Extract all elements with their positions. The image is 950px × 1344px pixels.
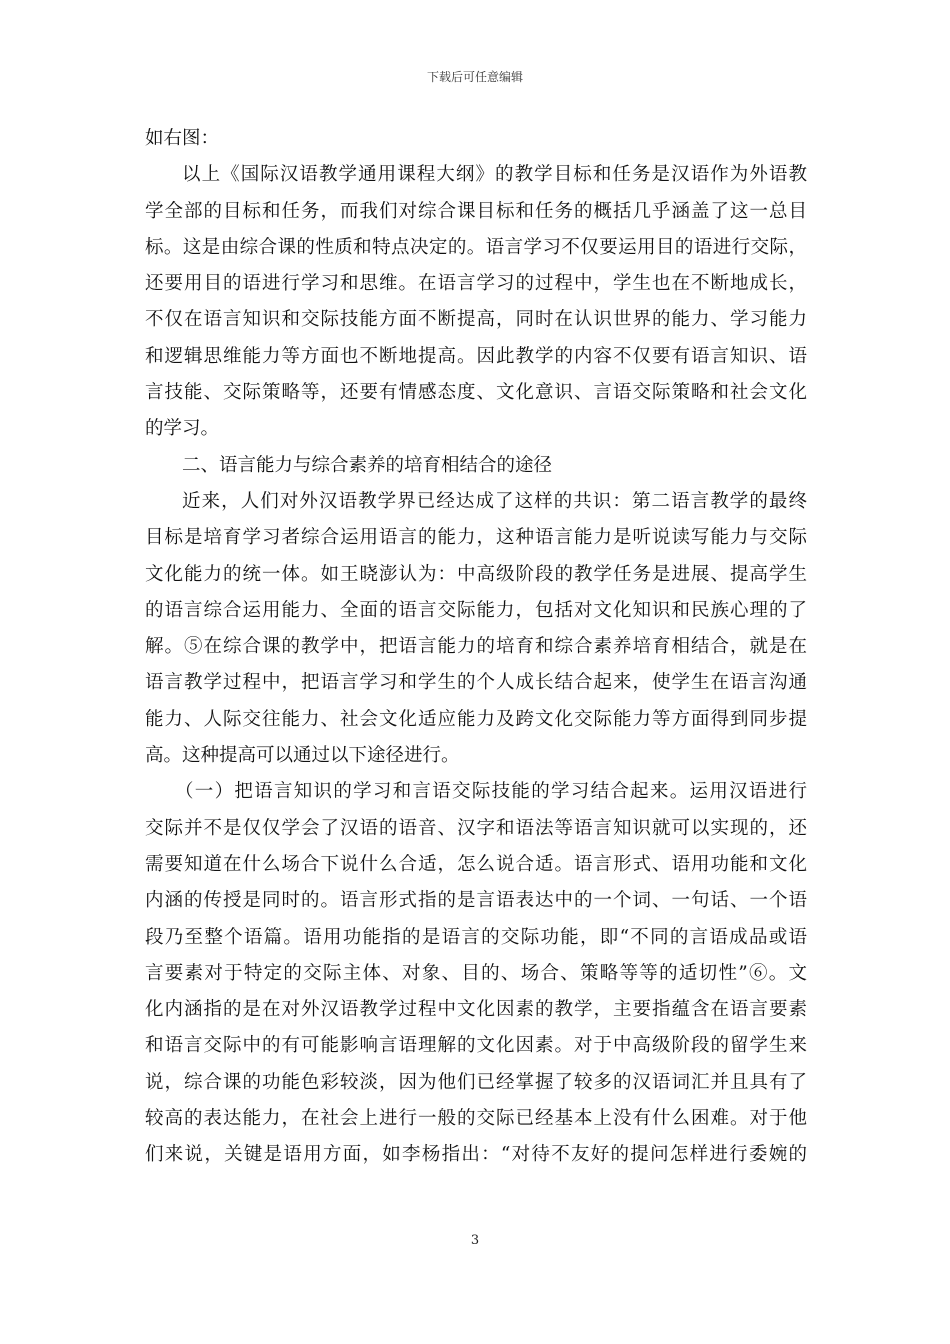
text-line: 内涵的传授是同时的。语言形式指的是言语表达中的一个词、一句话、一个语 xyxy=(145,890,807,912)
text-line: 语言教学过程中，把语言学习和学生的个人成长结合起来，使学生在语言沟通 xyxy=(145,672,807,694)
text-line: 言要素对于特定的交际主体、对象、目的、场合、策略等等的适切性”⑥。文 xyxy=(145,962,807,984)
text-line: 高。这种提高可以通过以下途径进行。 xyxy=(145,745,460,767)
text-line: 文化能力的统一体。如王晓澎认为：中高级阶段的教学任务是进展、提高学生 xyxy=(145,563,807,585)
text-line: 近来，人们对外汉语教学界已经达成了这样的共识：第二语言教学的最终 xyxy=(182,490,807,512)
text-line: 段乃至整个语篇。语用功能指的是语言的交际功能，即“不同的言语成品或语 xyxy=(145,926,807,948)
text-line: 们来说，关键是语用方面，如李杨指出：“对待不友好的提问怎样进行委婉的 xyxy=(145,1144,807,1166)
text-line: 需要知道在什么场合下说什么合适，怎么说合适。语言形式、语用功能和文化 xyxy=(145,853,807,875)
text-line: 和逻辑思维能力等方面也不断地提高。因此教学的内容不仅要有语言知识、语 xyxy=(145,345,807,367)
section-heading: 二、语言能力与综合素养的培育相结合的途径 xyxy=(182,454,553,476)
text-line: 的学习。 xyxy=(145,418,220,440)
text-line: 的语言综合运用能力、全面的语言交际能力，包括对文化知识和民族心理的了 xyxy=(145,599,807,621)
text-line: 以上《国际汉语教学通用课程大纲》的教学目标和任务是汉语作为外语教 xyxy=(182,164,807,186)
page-header: 下载后可任意编辑 xyxy=(426,70,523,84)
text-line: 不仅在语言知识和交际技能方面不断提高，同时在认识世界的能力、学习能力 xyxy=(145,309,807,331)
text-line: 较高的表达能力，在社会上进行一般的交际已经基本上没有什么困难。对于他 xyxy=(145,1108,807,1130)
text-line: （一）把语言知识的学习和言语交际技能的学习结合起来。运用汉语进行 xyxy=(175,781,807,803)
text-line: 目标是培育学习者综合运用语言的能力，这种语言能力是听说读写能力与交际 xyxy=(145,527,807,549)
text-line: 如右图： xyxy=(145,128,220,149)
text-line: 化内涵指的是在对外汉语教学过程中文化因素的教学，主要指蕴含在语言要素 xyxy=(145,999,807,1021)
text-line: 能力、人际交往能力、社会文化适应能力及跨文化交际能力等方面得到同步提 xyxy=(145,708,807,730)
page-number: 3 xyxy=(470,1233,480,1248)
text-line: 说，综合课的功能色彩较淡，因为他们已经掌握了较多的汉语词汇并且具有了 xyxy=(145,1071,807,1093)
text-line: 解。⑤在综合课的教学中，把语言能力的培育和综合素养培育相结合，就是在 xyxy=(145,636,807,658)
text-line: 标。这是由综合课的性质和特点决定的。语言学习不仅要运用目的语进行交际， xyxy=(145,236,807,258)
text-line: 还要用目的语进行学习和思维。在语言学习的过程中，学生也在不断地成长， xyxy=(145,273,807,295)
text-line: 学全部的目标和任务，而我们对综合课目标和任务的概括几乎涵盖了这一总目 xyxy=(145,200,807,222)
text-line: 和语言交际中的有可能影响言语理解的文化因素。对于中高级阶段的留学生来 xyxy=(145,1035,807,1057)
text-line: 交际并不是仅仅学会了汉语的语音、汉字和语法等语言知识就可以实现的，还 xyxy=(145,817,807,839)
document-body xyxy=(145,121,807,1174)
text-line: 言技能、交际策略等，还要有情感态度、文化意识、言语交际策略和社会文化 xyxy=(145,382,807,404)
